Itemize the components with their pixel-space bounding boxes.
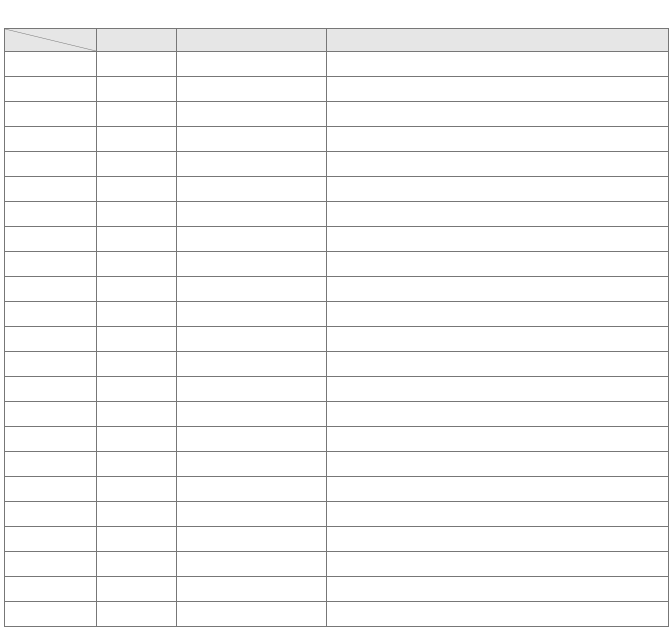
cell-resources (327, 302, 669, 327)
cell-library (5, 452, 97, 477)
table-row (5, 552, 669, 577)
table-title (4, 6, 668, 24)
cell-resources (327, 52, 669, 77)
cell-library (5, 277, 97, 302)
table-row (5, 227, 669, 252)
table-row (5, 152, 669, 177)
cell-library (5, 377, 97, 402)
services-table (4, 28, 669, 627)
table-header-row (5, 29, 669, 52)
cell-content (177, 152, 327, 177)
cell-library (5, 427, 97, 452)
cell-column (97, 352, 177, 377)
table-body (5, 52, 669, 627)
cell-content (177, 177, 327, 202)
cell-content (177, 577, 327, 602)
cell-column (97, 102, 177, 127)
cell-content (177, 527, 327, 552)
cell-content (177, 77, 327, 102)
cell-column (97, 477, 177, 502)
cell-content (177, 327, 327, 352)
cell-column (97, 552, 177, 577)
table-row (5, 527, 669, 552)
cell-library (5, 127, 97, 152)
cell-resources (327, 252, 669, 277)
cell-resources (327, 202, 669, 227)
cell-library (5, 202, 97, 227)
cell-content (177, 502, 327, 527)
cell-column (97, 577, 177, 602)
cell-resources (327, 327, 669, 352)
cell-resources (327, 552, 669, 577)
cell-resources (327, 502, 669, 527)
cell-resources (327, 602, 669, 627)
cell-resources (327, 177, 669, 202)
cell-content (177, 377, 327, 402)
cell-library (5, 177, 97, 202)
cell-column (97, 52, 177, 77)
table-row (5, 502, 669, 527)
cell-resources (327, 227, 669, 252)
cell-column (97, 327, 177, 352)
cell-library (5, 327, 97, 352)
cell-resources (327, 102, 669, 127)
cell-column (97, 252, 177, 277)
table-row (5, 402, 669, 427)
cell-resources (327, 452, 669, 477)
cell-library (5, 502, 97, 527)
header-corner (5, 29, 97, 52)
cell-library (5, 102, 97, 127)
cell-content (177, 452, 327, 477)
cell-resources (327, 577, 669, 602)
cell-resources (327, 352, 669, 377)
cell-content (177, 427, 327, 452)
cell-resources (327, 402, 669, 427)
cell-library (5, 552, 97, 577)
cell-column (97, 177, 177, 202)
cell-content (177, 352, 327, 377)
cell-content (177, 127, 327, 152)
cell-resources (327, 377, 669, 402)
cell-column (97, 527, 177, 552)
table-row (5, 77, 669, 102)
cell-resources (327, 427, 669, 452)
cell-library (5, 152, 97, 177)
cell-column (97, 77, 177, 102)
table-row (5, 127, 669, 152)
header-column (97, 29, 177, 52)
cell-content (177, 102, 327, 127)
cell-column (97, 302, 177, 327)
table-row (5, 602, 669, 627)
cell-resources (327, 152, 669, 177)
table-row (5, 252, 669, 277)
table-row (5, 177, 669, 202)
cell-column (97, 152, 177, 177)
cell-resources (327, 127, 669, 152)
cell-library (5, 402, 97, 427)
cell-column (97, 202, 177, 227)
table-row (5, 352, 669, 377)
table-row (5, 277, 669, 302)
cell-library (5, 52, 97, 77)
cell-resources (327, 77, 669, 102)
cell-content (177, 252, 327, 277)
cell-library (5, 527, 97, 552)
cell-column (97, 377, 177, 402)
cell-library (5, 577, 97, 602)
header-content (177, 29, 327, 52)
cell-library (5, 302, 97, 327)
table-row (5, 102, 669, 127)
table-row (5, 577, 669, 602)
cell-library (5, 602, 97, 627)
cell-column (97, 427, 177, 452)
cell-column (97, 452, 177, 477)
cell-content (177, 227, 327, 252)
cell-content (177, 277, 327, 302)
header-resources (327, 29, 669, 52)
table-row (5, 52, 669, 77)
cell-resources (327, 277, 669, 302)
cell-content (177, 202, 327, 227)
cell-library (5, 227, 97, 252)
cell-content (177, 302, 327, 327)
cell-content (177, 602, 327, 627)
table-row (5, 202, 669, 227)
cell-resources (327, 477, 669, 502)
cell-content (177, 402, 327, 427)
table-row (5, 477, 669, 502)
cell-library (5, 252, 97, 277)
cell-column (97, 502, 177, 527)
cell-content (177, 552, 327, 577)
cell-content (177, 477, 327, 502)
table-row (5, 302, 669, 327)
cell-library (5, 352, 97, 377)
cell-column (97, 227, 177, 252)
cell-library (5, 77, 97, 102)
cell-column (97, 402, 177, 427)
cell-library (5, 477, 97, 502)
cell-column (97, 277, 177, 302)
table-row (5, 427, 669, 452)
cell-column (97, 127, 177, 152)
cell-column (97, 602, 177, 627)
table-row (5, 452, 669, 477)
cell-content (177, 52, 327, 77)
table-row (5, 377, 669, 402)
table-row (5, 327, 669, 352)
cell-resources (327, 527, 669, 552)
